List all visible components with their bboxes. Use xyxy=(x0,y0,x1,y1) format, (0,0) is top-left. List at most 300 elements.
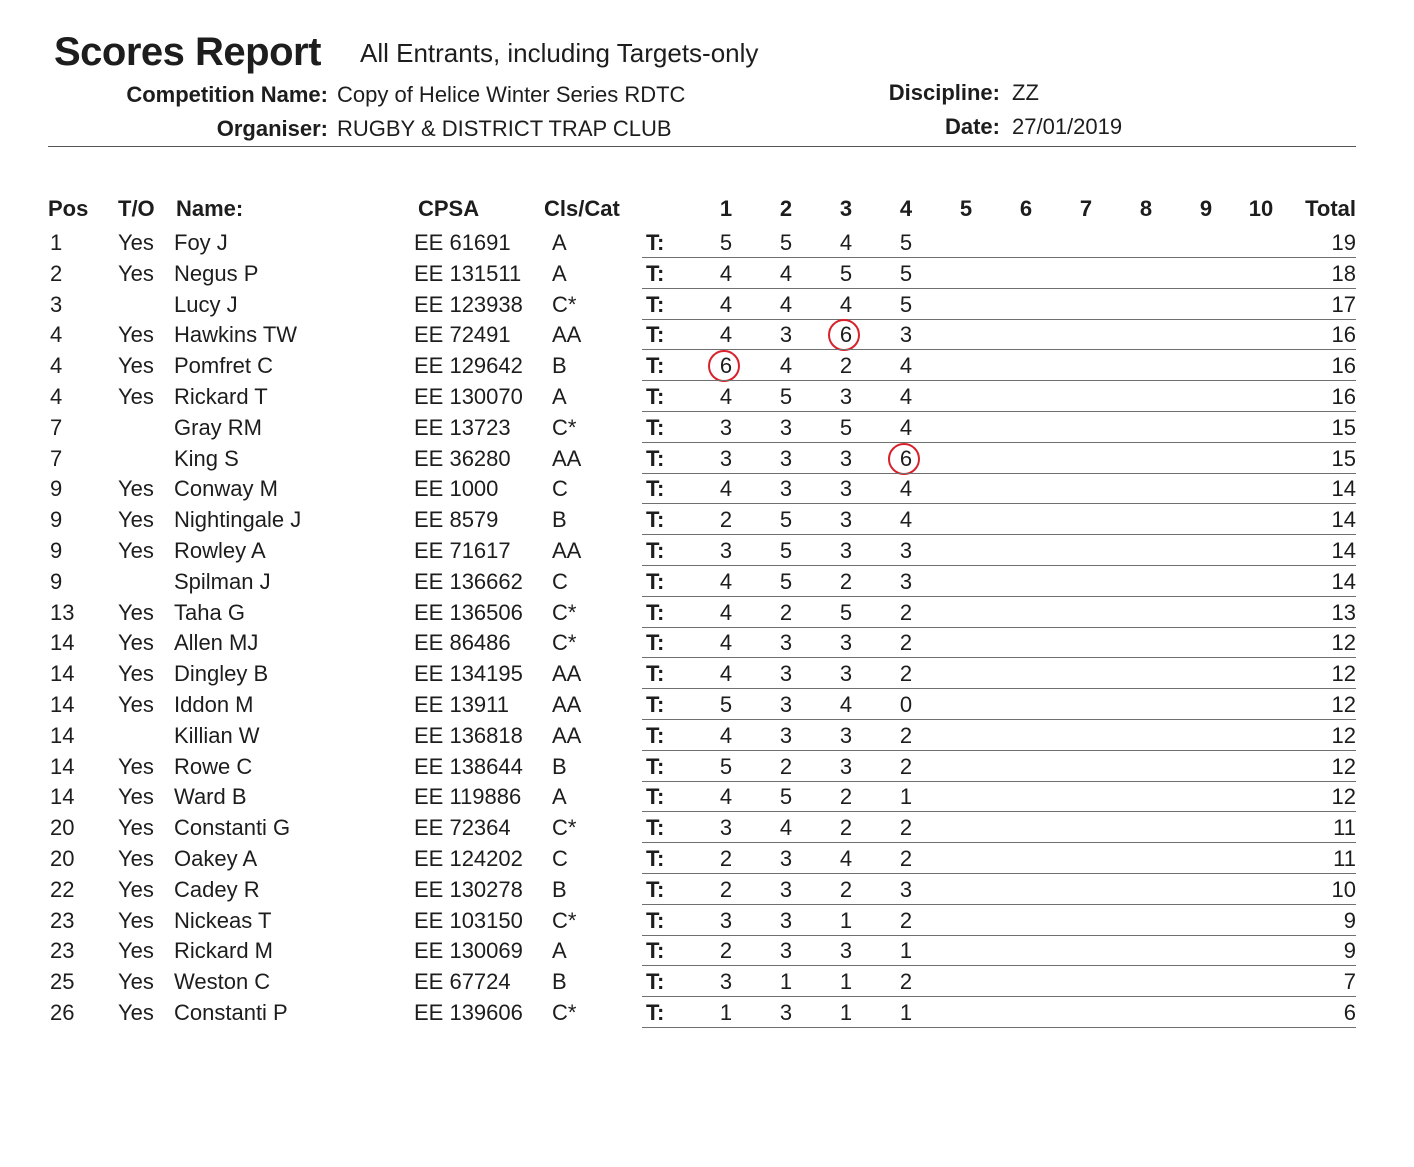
discipline-value: ZZ xyxy=(1012,80,1039,105)
table-row xyxy=(0,351,1414,382)
cell-targets-only: Yes xyxy=(118,969,154,995)
cell-targets-label: T: xyxy=(646,969,665,995)
cell-targets-only: Yes xyxy=(118,353,154,379)
cell-score-round-4: 2 xyxy=(899,907,913,933)
cell-score-round-4: 2 xyxy=(899,815,913,841)
cell-total: 9 xyxy=(1343,907,1356,933)
cell-cpsa: EE 119886 xyxy=(414,784,522,810)
cell-cls-cat: AA xyxy=(552,322,582,348)
cell-score-round-2: 3 xyxy=(779,1000,793,1025)
cell-pos: 9 xyxy=(50,568,63,594)
cell-score-round-4: 2 xyxy=(899,846,913,871)
cell-score-round-4: 6 xyxy=(886,446,926,472)
cell-cls-cat: AA xyxy=(552,692,582,717)
cell-cpsa: EE 136506 xyxy=(414,599,523,625)
cell-cls-cat: A xyxy=(552,384,567,409)
cell-pos: 26 xyxy=(50,1000,75,1025)
cell-score-round-2: 5 xyxy=(779,784,793,810)
cell-total: 18 xyxy=(1331,260,1356,286)
col-header-cls-cat: Cls/Cat xyxy=(544,196,620,221)
cell-pos: 20 xyxy=(50,846,75,871)
cell-score-round-3: 3 xyxy=(839,507,853,533)
cell-targets-label: T: xyxy=(646,599,665,625)
cell-cls-cat: C xyxy=(552,568,568,594)
cell-cpsa: EE 13911 xyxy=(414,692,510,717)
cell-score-round-3: 2 xyxy=(839,784,853,810)
cell-targets-label: T: xyxy=(646,568,665,594)
cell-cls-cat: A xyxy=(552,230,567,255)
cell-total: 6 xyxy=(1343,1000,1356,1025)
cell-pos: 23 xyxy=(50,907,75,933)
cell-score-round-1: 1 xyxy=(719,1000,733,1025)
cell-pos: 20 xyxy=(50,815,75,841)
cell-targets-only: Yes xyxy=(118,630,154,656)
cell-targets-only: Yes xyxy=(118,938,154,964)
cell-score-round-1: 2 xyxy=(719,938,733,964)
cell-targets-label: T: xyxy=(646,846,665,871)
cell-targets-only: Yes xyxy=(118,1000,154,1025)
cell-total: 14 xyxy=(1331,507,1356,533)
table-row xyxy=(0,228,1414,259)
cell-score-round-4: 0 xyxy=(899,692,913,717)
table-row xyxy=(0,875,1414,906)
cell-total: 16 xyxy=(1331,384,1356,409)
table-row xyxy=(0,290,1414,321)
cell-score-round-4: 3 xyxy=(899,876,913,902)
cell-score-round-2: 5 xyxy=(779,384,793,409)
cell-score-round-2: 4 xyxy=(779,260,793,286)
cell-score-round-1: 2 xyxy=(719,876,733,902)
cell-cls-cat: B xyxy=(552,507,567,533)
organiser-label: Organiser: xyxy=(216,116,328,141)
cell-cls-cat: B xyxy=(552,969,567,995)
cell-score-round-2: 4 xyxy=(779,291,793,317)
cell-name: Pomfret C xyxy=(174,353,274,379)
cell-score-round-3: 5 xyxy=(839,414,853,440)
cell-cpsa: EE 1000 xyxy=(414,476,499,502)
cell-score-round-3: 2 xyxy=(839,353,853,379)
cell-targets-label: T: xyxy=(646,815,665,841)
col-header-round-10: 10 xyxy=(1248,196,1274,221)
col-header-round-3: 3 xyxy=(839,196,853,221)
cell-targets-only: Yes xyxy=(118,846,154,871)
cell-targets-only: Yes xyxy=(118,230,154,255)
cell-cls-cat: B xyxy=(552,876,567,902)
cell-score-round-4: 4 xyxy=(899,384,913,409)
cell-name: Constanti G xyxy=(174,815,291,841)
cell-pos: 14 xyxy=(50,784,75,810)
cell-score-round-3: 4 xyxy=(839,846,853,871)
cell-targets-label: T: xyxy=(646,784,665,810)
cell-name: Constanti P xyxy=(174,1000,288,1025)
cell-targets-only: Yes xyxy=(118,538,154,563)
cell-score-round-4: 1 xyxy=(899,784,913,810)
cell-pos: 14 xyxy=(50,661,75,687)
cell-score-round-2: 3 xyxy=(779,692,793,717)
cell-score-round-3: 3 xyxy=(839,476,853,502)
cell-targets-only: Yes xyxy=(118,753,154,779)
cell-targets-only: Yes xyxy=(118,322,154,348)
table-row xyxy=(0,382,1414,413)
cell-pos: 4 xyxy=(50,384,63,409)
cell-cls-cat: C xyxy=(552,476,568,502)
cell-score-round-3: 3 xyxy=(839,753,853,779)
cell-score-round-4: 5 xyxy=(899,230,913,255)
cell-targets-label: T: xyxy=(646,753,665,779)
cell-score-round-3: 6 xyxy=(826,322,866,348)
cell-cpsa: EE 13723 xyxy=(414,414,511,440)
col-header-round-2: 2 xyxy=(779,196,793,221)
cell-score-round-4: 3 xyxy=(899,568,913,594)
table-row xyxy=(0,906,1414,937)
cell-total: 12 xyxy=(1331,784,1356,810)
cell-name: Lucy J xyxy=(174,291,238,317)
col-header-round-1: 1 xyxy=(719,196,733,221)
cell-targets-only: Yes xyxy=(118,476,154,502)
cell-cpsa: EE 138644 xyxy=(414,753,523,779)
cell-cls-cat: C* xyxy=(552,1000,577,1025)
cell-targets-label: T: xyxy=(646,414,665,440)
cell-pos: 4 xyxy=(50,353,63,379)
table-row xyxy=(0,690,1414,721)
cell-cls-cat: C* xyxy=(552,815,577,841)
cell-score-round-3: 3 xyxy=(839,538,853,563)
cell-score-round-4: 3 xyxy=(899,538,913,563)
cell-score-round-3: 4 xyxy=(839,230,853,255)
table-row xyxy=(0,813,1414,844)
cell-targets-label: T: xyxy=(646,692,665,717)
cell-cpsa: EE 134195 xyxy=(414,661,523,687)
table-row xyxy=(0,474,1414,505)
cell-name: Rowley A xyxy=(174,538,266,563)
cell-name: Hawkins TW xyxy=(174,322,298,348)
col-header-pos: Pos xyxy=(48,196,89,221)
col-header-round-5: 5 xyxy=(959,196,973,221)
table-row xyxy=(0,413,1414,444)
cell-score-round-4: 2 xyxy=(899,630,913,656)
cell-total: 15 xyxy=(1331,414,1356,440)
cell-score-round-1: 3 xyxy=(719,445,733,471)
cell-score-round-2: 3 xyxy=(779,938,793,964)
cell-score-round-1: 3 xyxy=(719,907,733,933)
cell-total: 11 xyxy=(1333,815,1356,841)
cell-targets-label: T: xyxy=(646,538,665,563)
cell-score-round-1: 4 xyxy=(719,661,733,687)
cell-score-round-2: 3 xyxy=(779,907,793,933)
cell-name: Nightingale J xyxy=(174,507,302,533)
cell-targets-only: Yes xyxy=(118,384,154,409)
cell-pos: 23 xyxy=(50,938,75,964)
col-header-round-6: 6 xyxy=(1019,196,1033,221)
cell-name: Negus P xyxy=(174,260,259,286)
cell-score-round-2: 5 xyxy=(779,230,793,255)
cell-cls-cat: C* xyxy=(552,907,577,933)
cell-cpsa: EE 103150 xyxy=(414,907,523,933)
cell-total: 12 xyxy=(1331,661,1356,687)
cell-score-round-4: 4 xyxy=(899,353,913,379)
cell-score-round-4: 2 xyxy=(899,722,913,748)
cell-name: Taha G xyxy=(174,599,245,625)
cell-cpsa: EE 8579 xyxy=(414,507,499,533)
cell-score-round-2: 3 xyxy=(779,661,793,687)
cell-name: Foy J xyxy=(174,230,228,255)
cell-score-round-1: 5 xyxy=(719,230,733,255)
cell-cpsa: EE 67724 xyxy=(414,969,511,995)
cell-score-round-1: 3 xyxy=(719,815,733,841)
cell-targets-label: T: xyxy=(646,1000,665,1025)
cell-cpsa: EE 136818 xyxy=(414,722,523,748)
cell-cpsa: EE 139606 xyxy=(414,1000,523,1025)
cell-score-round-2: 4 xyxy=(779,353,793,379)
cell-score-round-3: 4 xyxy=(839,692,853,717)
table-row xyxy=(0,998,1414,1029)
cell-score-round-2: 3 xyxy=(779,476,793,502)
cell-cls-cat: AA xyxy=(552,445,582,471)
cell-total: 12 xyxy=(1331,753,1356,779)
cell-score-round-2: 3 xyxy=(779,445,793,471)
cell-cpsa: EE 124202 xyxy=(414,846,523,871)
cell-pos: 4 xyxy=(50,322,63,348)
cell-cpsa: EE 71617 xyxy=(414,538,511,563)
cell-score-round-4: 5 xyxy=(899,260,913,286)
cell-total: 14 xyxy=(1331,568,1356,594)
col-header-name: Name: xyxy=(176,196,244,221)
cell-score-round-1: 5 xyxy=(719,692,733,717)
cell-score-round-2: 3 xyxy=(779,722,793,748)
cell-score-round-1: 4 xyxy=(719,260,733,286)
cell-cls-cat: C* xyxy=(552,414,577,440)
cell-targets-only: Yes xyxy=(118,784,154,810)
cell-score-round-2: 5 xyxy=(779,568,793,594)
cell-score-round-3: 3 xyxy=(839,384,853,409)
cell-pos: 3 xyxy=(50,291,63,317)
cell-score-round-1: 5 xyxy=(719,753,733,779)
cell-targets-label: T: xyxy=(646,291,665,317)
cell-score-round-3: 3 xyxy=(839,722,853,748)
cell-score-round-2: 3 xyxy=(779,846,793,871)
cell-cls-cat: A xyxy=(552,784,567,810)
cell-name: Rickard M xyxy=(174,938,274,964)
col-header-total: Total xyxy=(1305,196,1356,221)
col-header-round-8: 8 xyxy=(1139,196,1153,221)
cell-score-round-1: 4 xyxy=(719,784,733,810)
cell-cls-cat: A xyxy=(552,938,567,964)
cell-pos: 13 xyxy=(50,599,75,625)
cell-targets-label: T: xyxy=(646,322,665,348)
cell-total: 15 xyxy=(1331,445,1356,471)
cell-name: Dingley B xyxy=(174,661,269,687)
cell-cls-cat: AA xyxy=(552,661,582,687)
cell-score-round-3: 2 xyxy=(839,815,853,841)
table-row xyxy=(0,967,1414,998)
cell-total: 13 xyxy=(1331,599,1356,625)
cell-pos: 22 xyxy=(50,876,75,902)
cell-score-round-3: 3 xyxy=(839,661,853,687)
cell-score-round-2: 3 xyxy=(779,322,793,348)
cell-score-round-1: 3 xyxy=(719,969,733,995)
cell-score-round-1: 3 xyxy=(719,538,733,563)
cell-score-round-2: 3 xyxy=(779,414,793,440)
cell-total: 12 xyxy=(1331,692,1356,717)
cell-pos: 1 xyxy=(50,230,63,255)
cell-pos: 14 xyxy=(50,692,75,717)
cell-score-round-1: 3 xyxy=(719,414,733,440)
table-row xyxy=(0,844,1414,875)
cell-cls-cat: B xyxy=(552,753,567,779)
cell-score-round-2: 3 xyxy=(779,630,793,656)
table-row xyxy=(0,659,1414,690)
table-row xyxy=(0,505,1414,536)
cell-pos: 9 xyxy=(50,538,63,563)
cell-total: 9 xyxy=(1343,938,1356,964)
table-row xyxy=(0,320,1414,351)
date-label: Date: xyxy=(944,114,1000,139)
table-row xyxy=(0,598,1414,629)
cell-name: Rickard T xyxy=(174,384,268,409)
cell-targets-label: T: xyxy=(646,445,665,471)
cell-score-round-3: 1 xyxy=(839,969,853,995)
cell-score-round-3: 1 xyxy=(839,907,853,933)
cell-score-round-4: 3 xyxy=(899,322,913,348)
cell-score-round-3: 3 xyxy=(839,938,853,964)
cell-score-round-3: 4 xyxy=(839,291,853,317)
report-title: Scores Report xyxy=(54,30,321,74)
cell-cpsa: EE 36280 xyxy=(414,445,511,471)
cell-cpsa: EE 130278 xyxy=(414,876,523,902)
cell-targets-only: Yes xyxy=(118,907,154,933)
cell-targets-label: T: xyxy=(646,230,665,255)
cell-name: Conway M xyxy=(174,476,278,502)
cell-cls-cat: AA xyxy=(552,722,582,748)
cell-score-round-4: 2 xyxy=(899,661,913,687)
cell-score-round-1: 4 xyxy=(719,291,733,317)
cell-score-round-4: 1 xyxy=(899,1000,913,1025)
cell-score-round-4: 2 xyxy=(899,969,913,995)
table-row xyxy=(0,259,1414,290)
cell-score-round-1: 2 xyxy=(719,846,733,871)
cell-total: 7 xyxy=(1343,969,1356,995)
header-divider xyxy=(48,146,1356,147)
row-underline xyxy=(642,1027,1356,1028)
cell-cpsa: EE 130070 xyxy=(414,384,523,409)
cell-score-round-2: 3 xyxy=(779,876,793,902)
cell-targets-label: T: xyxy=(646,907,665,933)
circled-score-mark xyxy=(708,350,740,382)
cell-targets-only: Yes xyxy=(118,599,154,625)
cell-name: Ward B xyxy=(174,784,247,810)
cell-targets-label: T: xyxy=(646,476,665,502)
cell-total: 12 xyxy=(1331,722,1356,748)
cell-targets-only: Yes xyxy=(118,876,154,902)
cell-score-round-4: 1 xyxy=(899,938,913,964)
cell-targets-label: T: xyxy=(646,876,665,902)
cell-total: 19 xyxy=(1331,230,1356,255)
cell-targets-only: Yes xyxy=(118,507,154,533)
cell-score-round-2: 2 xyxy=(779,753,793,779)
cell-targets-only: Yes xyxy=(118,260,154,286)
cell-name: Nickeas T xyxy=(174,907,272,933)
col-header-cpsa: CPSA xyxy=(418,196,480,221)
cell-name: Weston C xyxy=(174,969,271,995)
cell-targets-label: T: xyxy=(646,260,665,286)
cell-targets-label: T: xyxy=(646,661,665,687)
cell-total: 16 xyxy=(1331,353,1356,379)
cell-name: Gray RM xyxy=(174,414,262,440)
cell-pos: 14 xyxy=(50,722,75,748)
cell-score-round-1: 2 xyxy=(719,507,733,533)
cell-cls-cat: C* xyxy=(552,599,577,625)
cell-targets-only: Yes xyxy=(118,692,154,717)
cell-score-round-3: 1 xyxy=(839,1000,853,1025)
cell-score-round-2: 4 xyxy=(779,815,793,841)
table-row xyxy=(0,721,1414,752)
cell-targets-label: T: xyxy=(646,630,665,656)
cell-name: Rowe C xyxy=(174,753,253,779)
cell-cls-cat: C* xyxy=(552,630,577,656)
cell-name: Iddon M xyxy=(174,692,254,717)
cell-score-round-4: 4 xyxy=(899,414,913,440)
cell-targets-label: T: xyxy=(646,384,665,409)
cell-score-round-1: 4 xyxy=(719,722,733,748)
col-header-round-7: 7 xyxy=(1079,196,1093,221)
cell-score-round-4: 4 xyxy=(899,476,913,502)
cell-score-round-2: 5 xyxy=(779,507,793,533)
cell-targets-label: T: xyxy=(646,938,665,964)
circled-score-mark xyxy=(828,319,860,351)
cell-score-round-2: 5 xyxy=(779,538,793,563)
cell-cpsa: EE 61691 xyxy=(414,230,511,255)
cell-name: King S xyxy=(174,445,239,471)
date-value: 27/01/2019 xyxy=(1012,114,1123,139)
cell-name: Spilman J xyxy=(174,568,271,594)
cell-cpsa: EE 129642 xyxy=(414,353,523,379)
cell-score-round-1: 6 xyxy=(706,353,746,379)
circled-score-mark xyxy=(888,443,920,475)
cell-cpsa: EE 72491 xyxy=(414,322,511,348)
competition-name-value: Copy of Helice Winter Series RDTC xyxy=(337,82,686,107)
cell-score-round-1: 4 xyxy=(719,322,733,348)
cell-score-round-1: 4 xyxy=(719,476,733,502)
table-row xyxy=(0,782,1414,813)
cell-cls-cat: C xyxy=(552,846,568,871)
cell-total: 14 xyxy=(1331,476,1356,502)
cell-score-round-3: 2 xyxy=(839,568,853,594)
cell-cpsa: EE 130069 xyxy=(414,938,523,964)
cell-score-round-1: 4 xyxy=(719,599,733,625)
table-row xyxy=(0,628,1414,659)
table-row xyxy=(0,752,1414,783)
cell-pos: 14 xyxy=(50,753,75,779)
cell-score-round-3: 5 xyxy=(839,260,853,286)
cell-total: 11 xyxy=(1333,846,1356,871)
cell-cpsa: EE 86486 xyxy=(414,630,511,656)
cell-name: Killian W xyxy=(174,722,260,748)
cell-score-round-4: 4 xyxy=(899,507,913,533)
cell-cpsa: EE 123938 xyxy=(414,291,523,317)
cell-pos: 9 xyxy=(50,476,63,502)
cell-targets-only: Yes xyxy=(118,815,154,841)
cell-score-round-1: 4 xyxy=(719,630,733,656)
cell-total: 10 xyxy=(1331,876,1356,902)
competition-name-label: Competition Name: xyxy=(126,82,328,107)
cell-score-round-3: 3 xyxy=(839,445,853,471)
cell-cls-cat: A xyxy=(552,260,567,286)
table-row xyxy=(0,936,1414,967)
cell-total: 14 xyxy=(1331,538,1356,563)
cell-pos: 7 xyxy=(50,414,63,440)
cell-cls-cat: C* xyxy=(552,291,577,317)
cell-total: 16 xyxy=(1331,322,1356,348)
